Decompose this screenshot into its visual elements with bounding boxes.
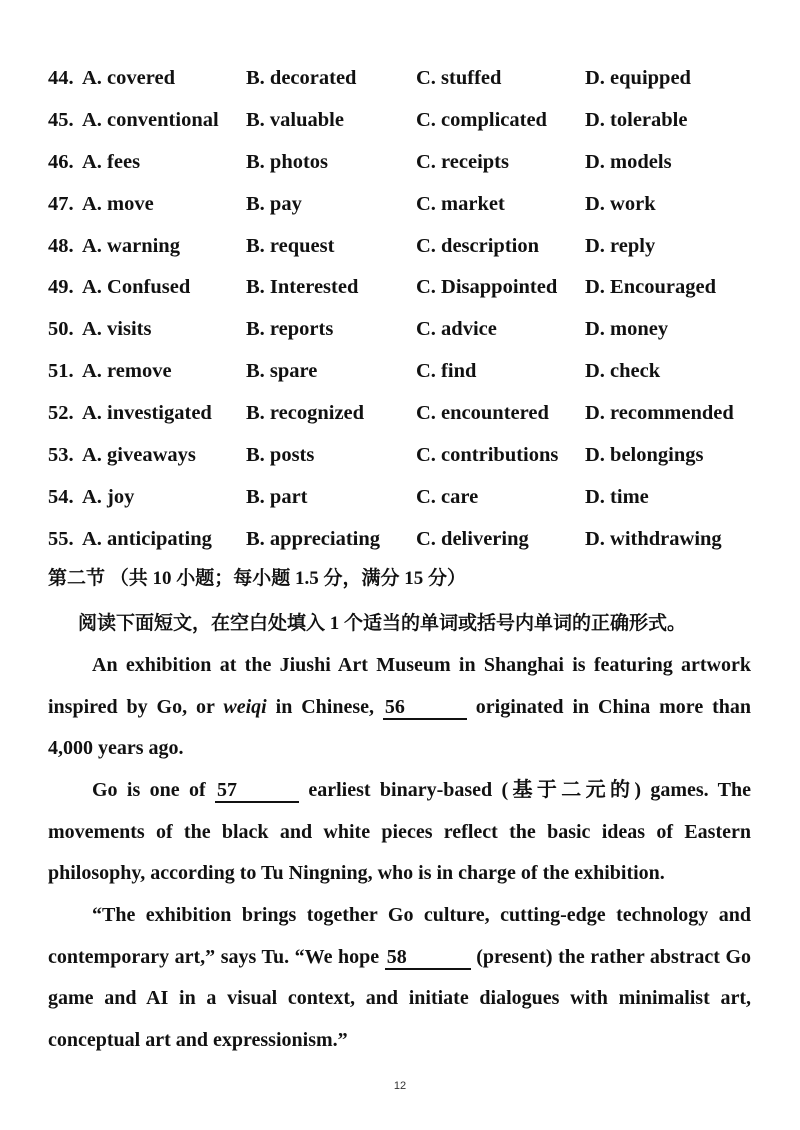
option-c: C. encountered — [416, 402, 549, 425]
option-c: C. delivering — [416, 527, 529, 550]
option-d: D. belongings — [585, 444, 704, 467]
question-number: 55. — [48, 527, 74, 550]
paragraph-text: Go is one of — [92, 779, 215, 801]
question-row-51 — [48, 355, 768, 397]
blank-57[interactable]: 57 — [215, 779, 299, 803]
option-c: C. receipts — [416, 150, 509, 173]
passage-paragraph-3 — [48, 895, 751, 1062]
section-instruction: 阅读下面短文，在空白处填入 1 个适当的单词或括号内单词的正确形式。 — [78, 613, 687, 634]
question-row-50 — [48, 313, 768, 355]
question-number: 45. — [48, 108, 74, 131]
question-number: 51. — [48, 360, 74, 383]
option-d: D. Encouraged — [585, 276, 716, 299]
question-row-52 — [48, 397, 768, 439]
question-row-49 — [48, 271, 768, 313]
question-row-48 — [48, 230, 768, 272]
passage-paragraph-1 — [48, 645, 751, 770]
question-row-44 — [48, 62, 768, 104]
blank-58[interactable]: 58 — [385, 946, 471, 970]
option-b: B. reports — [246, 318, 334, 341]
option-a: A. visits — [82, 318, 152, 341]
option-b: B. request — [246, 234, 335, 257]
option-c: C. find — [416, 360, 477, 383]
question-row-47 — [48, 188, 768, 230]
multiple-choice-options — [48, 62, 768, 565]
question-number: 50. — [48, 318, 74, 341]
question-row-45 — [48, 104, 768, 146]
option-b: B. part — [246, 485, 308, 508]
option-d: D. money — [585, 318, 669, 341]
blank-56[interactable]: 56 — [383, 696, 467, 720]
option-b: B. recognized — [246, 402, 365, 425]
option-b: B. posts — [246, 444, 315, 467]
option-a: A. anticipating — [82, 527, 212, 550]
option-a: A. move — [82, 192, 154, 215]
option-a: A. joy — [82, 485, 135, 508]
option-a: A. remove — [82, 360, 172, 383]
option-c: C. market — [416, 192, 505, 215]
option-a: A. covered — [82, 67, 175, 89]
paragraph-text: An exhibition at the Jiushi Art Museum in Shanghai is featuring artwork inspired by Go, or — [48, 654, 751, 718]
option-a: A. conventional — [82, 108, 219, 131]
option-b: B. pay — [246, 192, 302, 215]
option-c: C. Disappointed — [416, 276, 558, 299]
option-b: B. appreciating — [246, 527, 381, 550]
option-b: B. Interested — [246, 276, 359, 299]
section-heading: 第二节 （共 10 小题；每小题 1.5 分，满分 15 分） — [48, 568, 467, 589]
option-b: B. spare — [246, 360, 318, 383]
paragraph-text: originated in China more than 4,000 years ago. — [48, 695, 751, 760]
option-b: B. photos — [246, 150, 329, 173]
question-row-53 — [48, 439, 768, 481]
option-d: D. reply — [585, 234, 656, 257]
option-a: A. Confused — [82, 276, 191, 299]
option-b: B. valuable — [246, 108, 344, 131]
question-number: 48. — [48, 234, 74, 257]
option-d: D. equipped — [585, 67, 691, 89]
option-a: A. giveaways — [82, 444, 196, 467]
question-number: 44. — [48, 67, 74, 89]
option-d: D. recommended — [585, 402, 734, 425]
paragraph-text: “The exhibition brings together Go culture, cutting-edge technology and contemporary art,” says Tu. “We hope — [48, 904, 751, 968]
option-d: D. time — [585, 485, 649, 508]
option-d: D. models — [585, 150, 672, 173]
option-c: C. contributions — [416, 444, 559, 467]
page-number: 12 — [393, 1080, 407, 1092]
option-c: C. care — [416, 485, 479, 508]
question-number: 52. — [48, 402, 74, 425]
option-d: D. tolerable — [585, 108, 688, 131]
question-number: 54. — [48, 485, 74, 508]
option-c: C. stuffed — [416, 67, 502, 89]
italic-term: weiqi — [223, 695, 267, 718]
option-d: D. withdrawing — [585, 527, 722, 550]
question-number: 47. — [48, 192, 74, 215]
paragraph-text: earliest binary-based (基于二元的) games. The movements of the black and white pieces reflect the basic ideas of Eastern philosophy, according to Tu Ningning, who is in charge of the exhibition. — [48, 779, 751, 885]
option-c: C. description — [416, 234, 539, 257]
option-c: C. advice — [416, 318, 497, 341]
option-a: A. investigated — [82, 402, 212, 425]
question-row-55 — [48, 523, 768, 565]
question-number: 53. — [48, 444, 74, 467]
paragraph-text: in Chinese, — [266, 695, 383, 718]
option-d: D. check — [585, 360, 661, 383]
option-a: A. fees — [82, 150, 141, 173]
option-d: D. work — [585, 192, 656, 215]
paragraph-text: (present) the rather abstract Go game and AI in a visual context, and initiate dialogues with minimalist art, conceptual art and expressionism.” — [48, 945, 752, 1052]
option-c: C. complicated — [416, 108, 547, 131]
question-number: 49. — [48, 276, 74, 299]
option-b: B. decorated — [246, 67, 357, 89]
option-a: A. warning — [82, 234, 180, 257]
passage-paragraph-2 — [48, 770, 751, 895]
question-row-54 — [48, 481, 768, 523]
question-row-46 — [48, 146, 768, 188]
question-number: 46. — [48, 150, 74, 173]
